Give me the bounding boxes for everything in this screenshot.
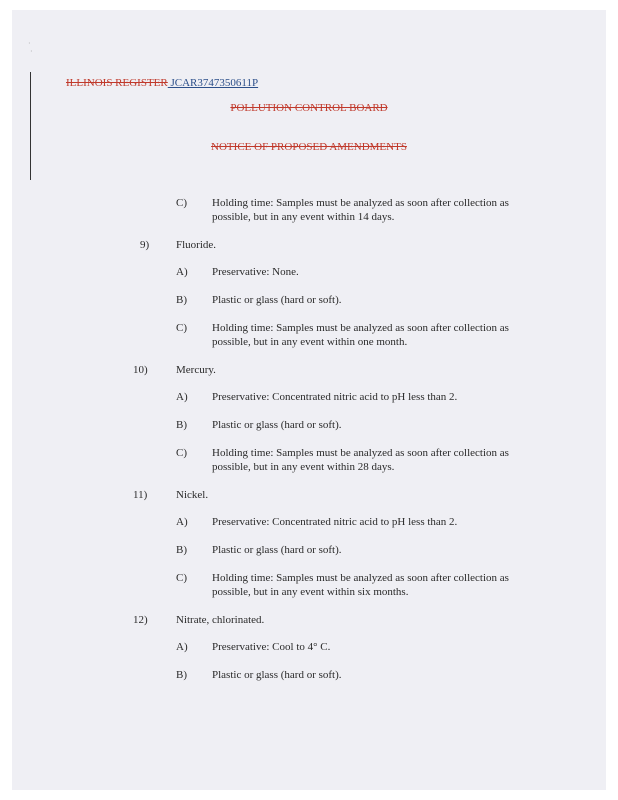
agency-heading: POLLUTION CONTROL BOARD [230,102,388,114]
scan-specks: · · [28,39,33,56]
revision-margin-bar [30,72,31,180]
register-inserted-text: JCAR3747350611P [170,77,259,89]
notice-heading: NOTICE OF PROPOSED AMENDMENTS [211,141,407,153]
register-header [66,77,258,89]
register-struck-text: ILLINOIS REGISTER [66,77,168,89]
